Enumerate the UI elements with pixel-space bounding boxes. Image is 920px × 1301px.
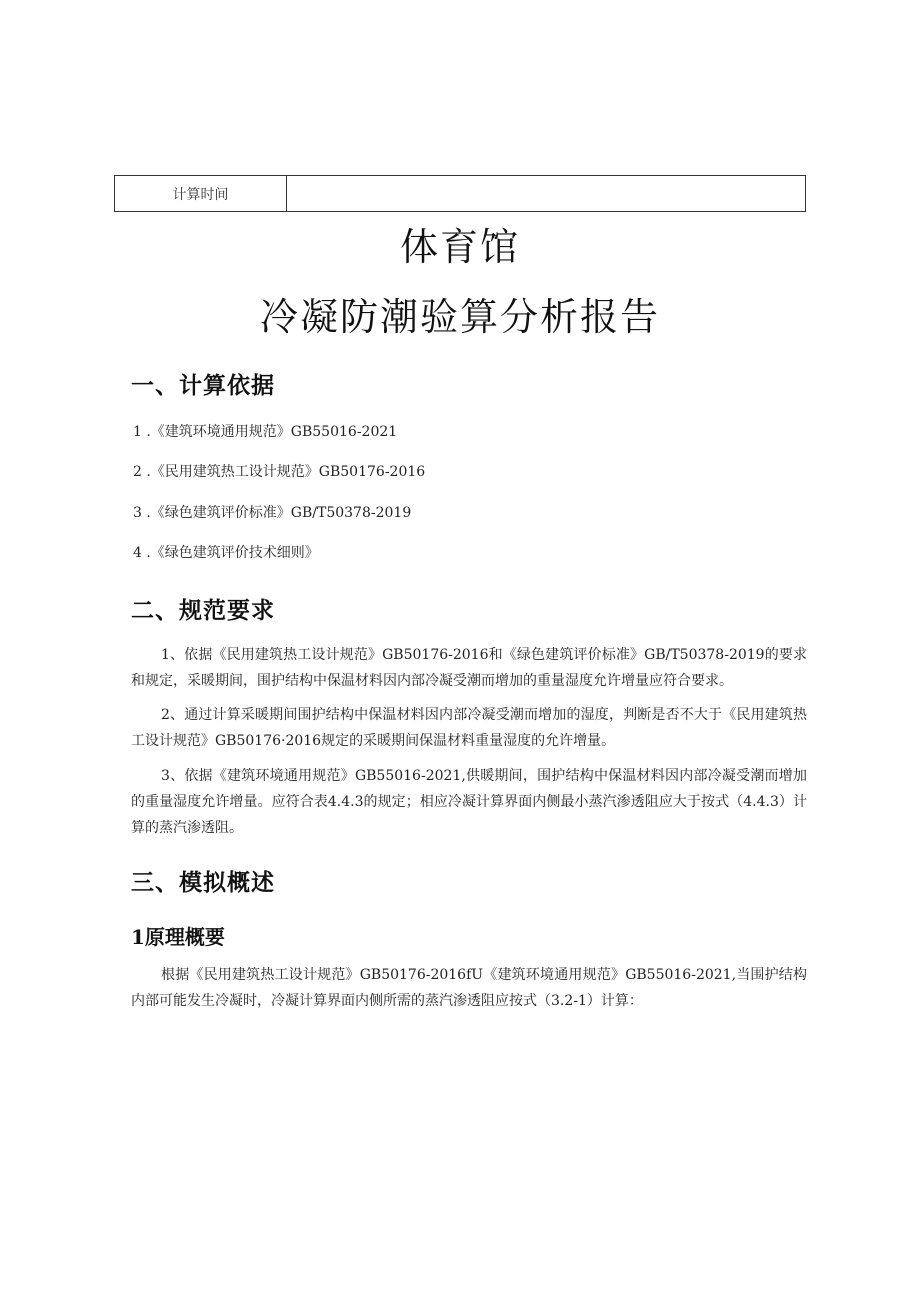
reference-item: 2 .《民用建筑热工设计规范》GB50176-2016: [133, 464, 426, 480]
calc-time-table: [114, 175, 806, 212]
calc-time-label: 计算时间: [115, 176, 287, 212]
reference-item: 3 .《绿色建筑评价标准》GB/T50378-2019: [133, 505, 412, 521]
requirement-paragraph: 2、通过计算采暖期间围护结构中保温材料因内部冷凝受潮而增加的湿度，判断是否不大于《民用建筑热工设计规范》GB50176·2016规定的采暖期间保温材料重量湿度的允许增量。: [131, 707, 807, 749]
requirement-paragraph: 3、依据《建筑环境通用规范》GB55016-2021,供暖期间，围护结构中保温材料因内部冷凝受潮而增加的重量湿度允许增量。应符合表4.4.3的规定；相应冷凝计算界面内侧最小蒸汽渗透阻应大于按式（4.4.3）计算的蒸汽渗透阻。: [131, 768, 807, 836]
section3-heading: 三、模拟概述: [131, 870, 275, 896]
subsection-title: 原理概要: [144, 925, 225, 949]
reference-item: 4 .《绿色建筑评价技术细则》: [133, 545, 319, 561]
requirement-paragraph: 1、依据《民用建筑热工设计规范》GB50176-2016和《绿色建筑评价标准》GB/T50378-2019的要求和规定，采暖期间，围护结构中保温材料因内部冷凝受潮而增加的重量湿度允许增量应符合要求。: [131, 647, 807, 689]
principle-paragraph: 根据《民用建筑热工设计规范》GB50176-2016fU《建筑环境通用规范》GB55016-2021,当围护结构内部可能发生冷凝时，冷凝计算界面内侧所需的蒸汽渗透阻应按式（3.2-1）计算：: [131, 967, 807, 1009]
reference-item: 1 .《建筑环境通用规范》GB55016-2021: [133, 424, 398, 440]
report-title-main: 冷凝防潮验算分析报告: [259, 295, 660, 339]
subsection-number: 1: [131, 925, 145, 949]
report-title-building: 体育馆: [399, 225, 520, 269]
calc-time-value: [287, 176, 806, 212]
section2-heading: 二、规范要求: [131, 598, 275, 624]
subsection-heading: [131, 921, 225, 950]
section1-heading: 一、计算依据: [131, 373, 275, 399]
